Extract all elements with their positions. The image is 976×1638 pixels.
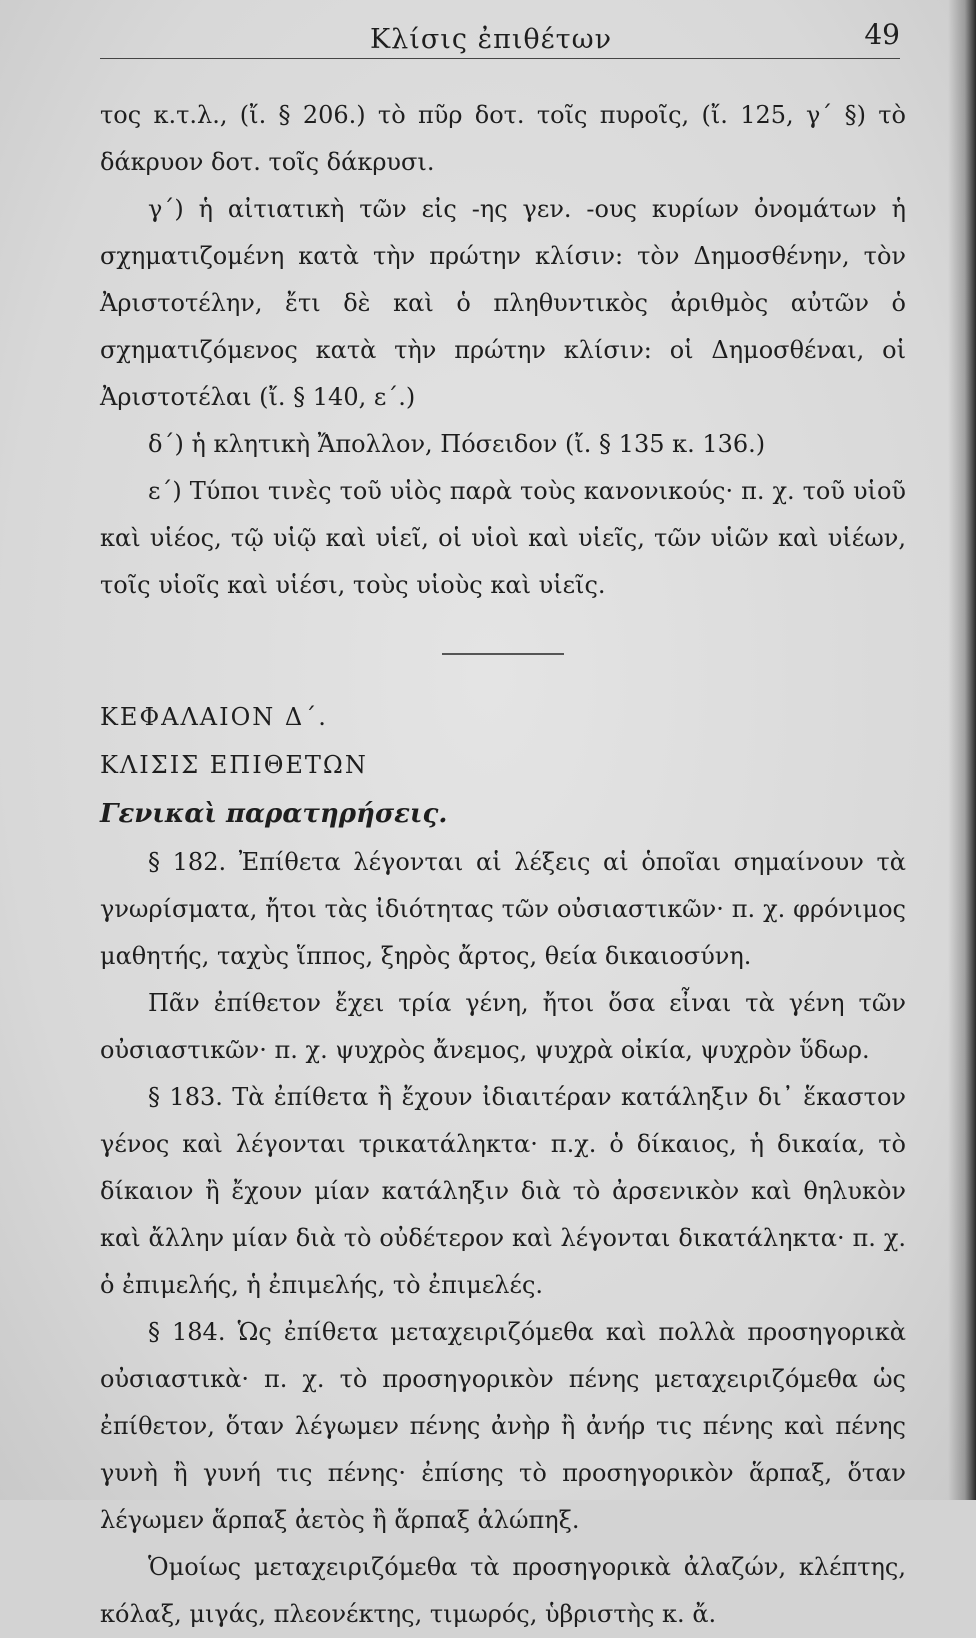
paragraph: ε΄) Τύποι τινὲς τοῦ υἱὸς παρὰ τοὺς κανονικούς· π. χ. τοῦ υἱοῦ καὶ υἱέος, τῷ υἱῷ καὶ υἱεῖ, οἱ υἱοὶ καὶ υἱεῖς, τῶν υἱῶν καὶ υἱέων, τοῖς υἱοῖς καὶ υἱέσι, τοὺς υἱοὺς καὶ υἱεῖς. bbox=[100, 477, 906, 599]
section-divider bbox=[442, 653, 564, 655]
page-number: 49 bbox=[864, 18, 900, 51]
paragraph: γ΄) ἡ αἰτιατικὴ τῶν εἰς -ης γεν. -ους κυρίων ὀνομάτων ἡ σχηματιζομένη κατὰ τὴν πρώτην κλίσιν: τὸν Δημοσθένην, τὸν Ἀριστοτέλην, ἔτι δὲ καὶ ὁ πληθυντικὸς ἀριθμὸς αὐτῶν ὁ σχηματιζόμενος κατὰ τὴν πρώτην κλίσιν: οἱ Δημοσθέναι, οἱ Ἀριστοτέλαι (ἴ. § 140, ε΄.) bbox=[100, 195, 906, 411]
paragraph: Πᾶν ἐπίθετον ἔχει τρία γένη, ἤτοι ὅσα εἶναι τὰ γένη τῶν οὐσιαστικῶν· π. χ. ψυχρὸς ἄνεμος, ψυχρὰ οἰκία, ψυχρὸν ὕδωρ. bbox=[100, 989, 906, 1064]
paragraph: δ΄) ἡ κλητικὴ Ἄπολλον, Πόσειδον (ἴ. § 135 κ. 136.) bbox=[148, 430, 766, 458]
section-subtitle: Γενικαὶ παρατηρήσεις. bbox=[100, 799, 448, 829]
chapter-title: ΚΛΙΣΙΣ ΕΠΙΘΕΤΩΝ bbox=[100, 751, 368, 779]
paragraph: § 182. Ἐπίθετα λέγονται αἱ λέξεις αἱ ὁποῖαι σημαίνουν τὰ γνωρίσματα, ἤτοι τὰς ἰδιότητας τῶν οὐσιαστικῶν· π. χ. φρόνιμος μαθητής, ταχὺς ἵππος, ξηρὸς ἄρτος, θεία δικαιοσύνη. bbox=[100, 848, 906, 970]
paragraph: § 184. Ὡς ἐπίθετα μεταχειριζόμεθα καὶ πολλὰ προσηγορικὰ οὐσιαστικὰ· π. χ. τὸ προσηγορικὸν πένης μεταχειριζόμεθα ὡς ἐπίθετον, ὅταν λέγωμεν πένης ἀνὴρ ἢ ἀνήρ τις πένης καὶ πένης γυνὴ ἢ γυνή τις πένης· ἐπίσης τὸ προσηγορικὸν ἅρπαξ, ὅταν λέγωμεν ἅρπαξ ἀετὸς ἢ ἅρπαξ ἀλώπηξ. bbox=[100, 1318, 906, 1534]
paragraph: τος κ.τ.λ., (ἴ. § 206.) τὸ πῦρ δοτ. τοῖς πυροῖς, (ἴ. 125, γ΄ §) τὸ δάκρυον δοτ. τοῖς δάκρυσι. bbox=[100, 101, 906, 176]
paragraph: § 183. Τὰ ἐπίθετα ἢ ἔχουν ἰδιαιτέραν κατάληξιν δι᾽ ἕκαστον γένος καὶ λέγονται τρικατάληκτα· π.χ. ὁ δίκαιος, ἡ δικαία, τὸ δίκαιον ἢ ἔχουν μίαν κατάληξιν διὰ τὸ ἀρσενικὸν καὶ θηλυκὸν καὶ ἄλλην μίαν διὰ τὸ οὐδέτερον καὶ λέγονται δικατάληκτα· π. χ. ὁ ἐπιμελής, ἡ ἐπιμελής, τὸ ἐπιμελές. bbox=[100, 1083, 906, 1299]
chapter-label: ΚΕΦΑΛΑΙΟΝ Δ΄. bbox=[100, 703, 328, 731]
page-header bbox=[100, 14, 900, 59]
book-spine-shadow bbox=[948, 0, 976, 1500]
page-body bbox=[100, 92, 906, 1638]
paragraph: Ὁμοίως μεταχειριζόμεθα τὰ προσηγορικὰ ἀλαζών, κλέπτης, κόλαξ, μιγάς, πλεονέκτης, τιμωρός, ὑβριστὴς κ. ἄ. bbox=[100, 1553, 906, 1628]
running-head: Κλίσις ἐπιθέτων bbox=[370, 24, 613, 55]
